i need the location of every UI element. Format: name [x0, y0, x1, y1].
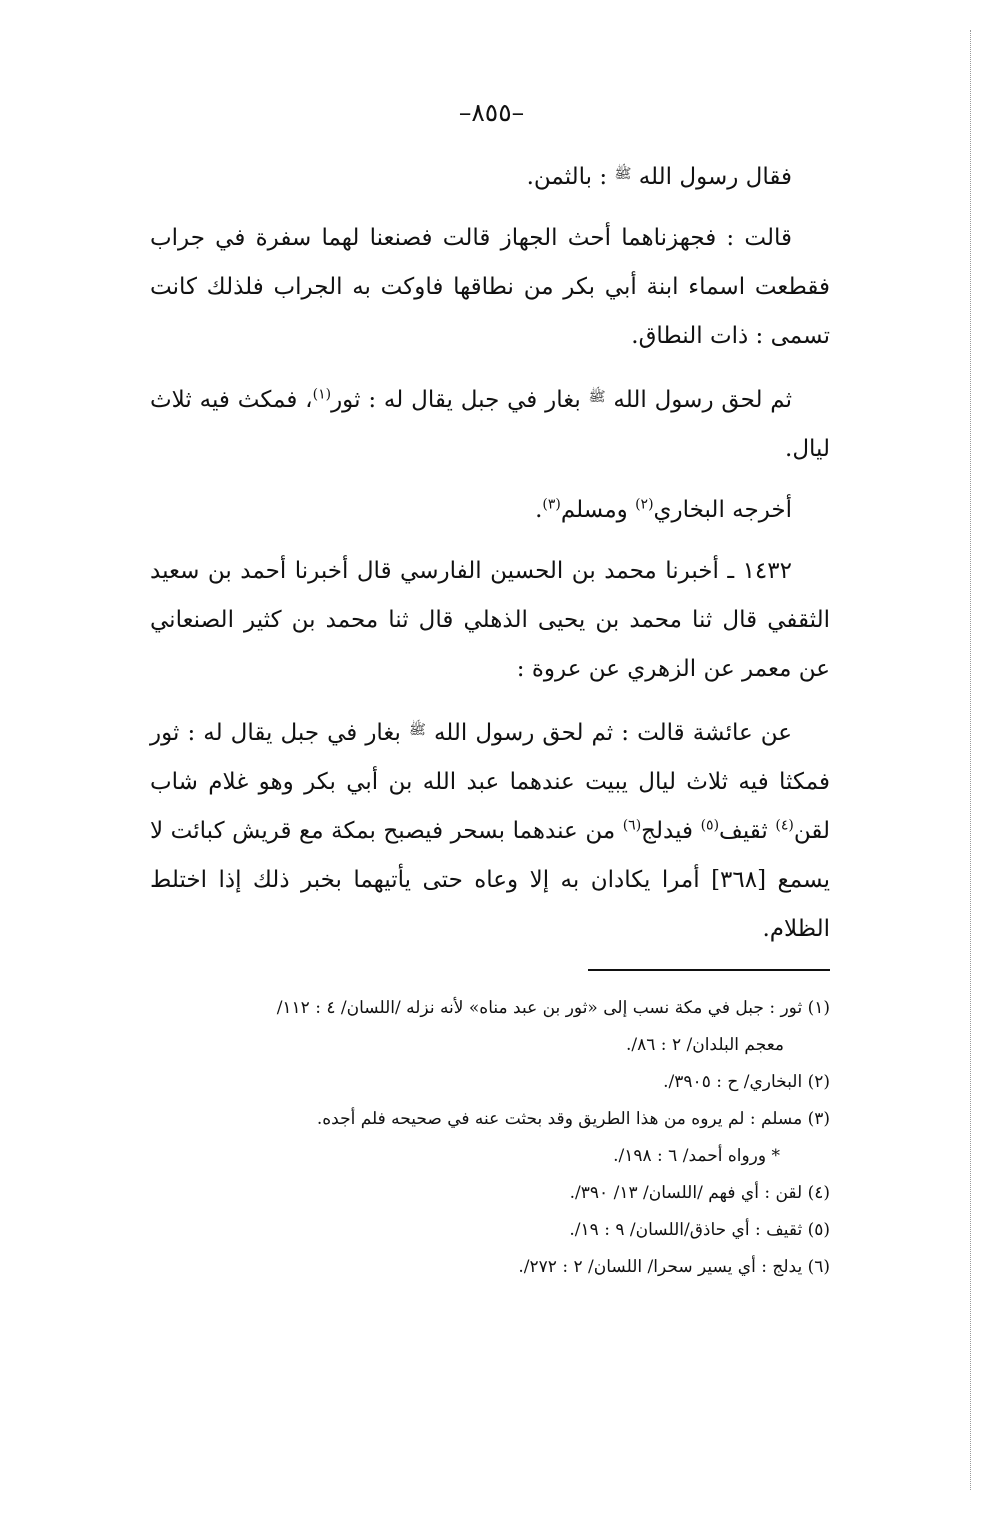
paragraph-cave-thawr	[150, 373, 830, 474]
paragraph-isnad-1432: ١٤٣٢ ـ أخبرنا محمد بن الحسين الفارسي قال أخبرنا أحمد بن سعيد الثقفي قال ثنا محمد بن يحيى الذهلي قال ثنا محمد بن كثير الصنعاني عن معمر عن الزهري عن عروة :	[150, 558, 830, 682]
footnote-2: (٢) البخاري/ ح : ٣٩٠٥/.	[663, 1072, 830, 1092]
footnote-3-note: * ورواه أحمد/ ٦ : ١٩٨/.	[613, 1146, 780, 1166]
text-segment: ، فمكث فيه ثلاث ليال.	[150, 387, 830, 462]
salawat-glyph: ﷺ	[588, 389, 606, 405]
paragraph-prophet-reply	[150, 150, 830, 202]
text-segment: أخرجه البخاري	[653, 497, 792, 523]
footnote-ref: (٤)	[775, 817, 794, 834]
paragraph-aisha-narration	[150, 706, 830, 954]
text-segment: فيدلج	[641, 818, 701, 844]
paragraph-takhrij	[150, 486, 830, 535]
salawat-glyph: ﷺ	[409, 722, 426, 738]
footnote-5: (٥) ثقيف : أي حاذق/اللسان/ ٩ : ١٩/.	[569, 1220, 830, 1240]
text-segment: من عندهما بسحر فيصبح بمكة مع قريش كبائت لا يسمع [٣٦٨] أمرا يكادان به إلا وعاه حتى يأتيهما بخبر ذلك إذا اختلط الظلام.	[150, 818, 830, 942]
salawat-glyph: ﷺ	[614, 166, 632, 182]
text-segment: بغار في جبل يقال له : ثور فمكثا فيه ثلاث ليال يبيت عندهما عبد الله بن أبي بكر وهو غلام شاب لقن	[150, 720, 830, 844]
footnotes	[150, 990, 830, 1286]
text-segment: بغار في جبل يقال له : ثور	[331, 387, 589, 413]
footnote-ref: (١)	[312, 386, 332, 403]
footnote-ref: (٥)	[700, 817, 720, 834]
text-segment: عن عائشة قالت : ثم لحق رسول الله	[425, 720, 793, 746]
footnote-6: (٦) يدلج : أي يسير سحرا/ اللسان/ ٢ : ٢٧٢/.	[518, 1257, 830, 1277]
footnote-ref: (٦)	[622, 817, 642, 834]
page-number: –٨٥٥–	[458, 98, 525, 127]
text-segment: ثم لحق رسول الله	[605, 387, 793, 413]
footnote-4: (٤) لقن : أي فهم /اللسان/ ١٣/ ٣٩٠/.	[569, 1183, 830, 1203]
paragraph-preparation: قالت : فجهزناهما أحث الجهاز قالت فصنعنا لهما سفرة في جراب فقطعت اسماء ابنة أبي بكر من نطاقها فاوكت به الجراب فلذلك كانت تسمى : ذات النطاق.	[150, 225, 830, 349]
footnote-3: (٣) مسلم : لم يروه من هذا الطريق وقد بحثت عنه في صحيحه فلم أجده.	[316, 1109, 830, 1129]
footnote-1: (١) ثور : جبل في مكة نسب إلى «ثور بن عبد مناه» لأنه نزله /اللسان/ ٤ : ١١٢/	[276, 998, 830, 1018]
footnote-1-continuation: معجم البلدان/ ٢ : ٨٦/.	[625, 1035, 784, 1055]
main-text	[150, 150, 830, 966]
footnote-ref: (٢)	[635, 496, 654, 513]
text-segment: فقال رسول الله	[631, 164, 792, 190]
scan-edge-line	[970, 30, 971, 1490]
text-segment: : بالثمن.	[526, 164, 615, 190]
footnote-separator	[588, 969, 830, 971]
text-segment: .	[535, 497, 543, 523]
footnote-ref: (٣)	[542, 496, 561, 513]
text-segment: ثقيف	[719, 818, 776, 844]
text-segment: ومسلم	[560, 497, 636, 523]
